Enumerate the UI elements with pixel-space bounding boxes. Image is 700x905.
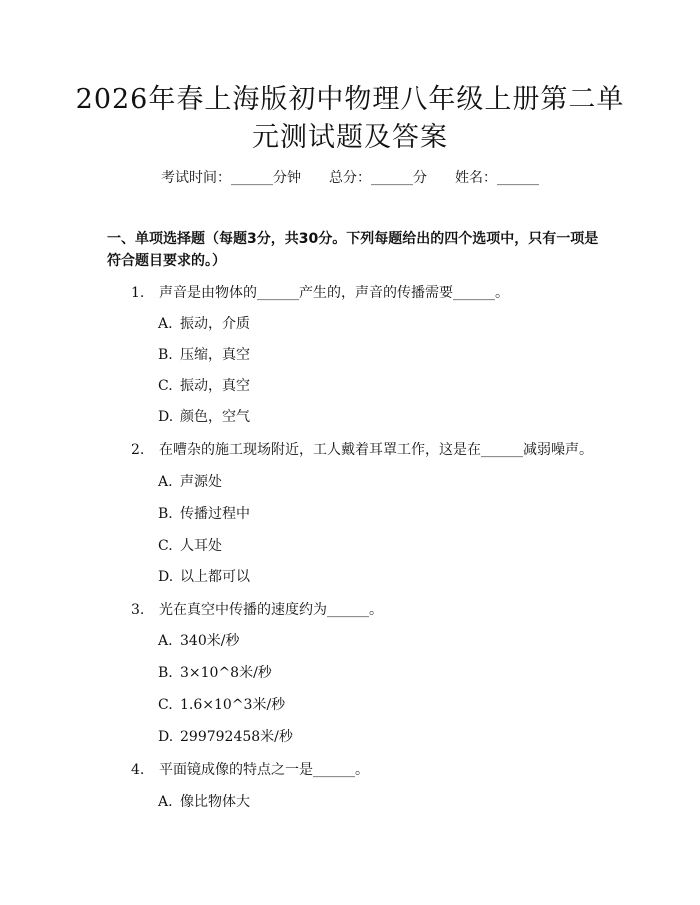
question-2 [131,440,593,460]
option-letter: A. [158,316,173,332]
option-item [158,314,250,334]
option-letter: B. [158,665,173,681]
option-letter: A. [158,633,173,649]
question-number: 3. [131,602,145,618]
option-item [158,376,250,396]
option-letter: C. [158,378,173,394]
option-text: 像比物体大 [180,794,250,810]
option-text: 3×10^8米/秒 [180,665,272,681]
option-letter: D. [158,569,174,585]
option-text: 传播过程中 [180,506,250,522]
option-item [158,472,222,492]
question-3 [131,600,383,620]
option-letter: D. [158,729,174,745]
question-text: 在嘈杂的施工现场附近，工人戴着耳罩工作，这是在______减弱噪声。 [159,442,593,458]
exam-meta [0,168,700,188]
question-number: 1. [131,285,145,301]
option-letter: C. [158,538,173,554]
option-text: 声源处 [180,474,222,490]
question-text: 平面镜成像的特点之一是______。 [159,762,369,778]
section-heading: 一、单项选择题（每题3分，共30分。下列每题给出的四个选项中，只有一项是符合题目要求的。） [107,231,599,269]
question-1 [131,283,509,303]
option-item [158,407,250,427]
option-item [158,727,293,747]
option-letter: D. [158,409,174,425]
option-letter: B. [158,506,173,522]
option-item [158,695,285,715]
question-text: 光在真空中传播的速度约为______。 [159,602,383,618]
option-item [158,536,222,556]
exam-time-field: 考试时间：______分钟 [161,170,301,186]
option-item [158,345,250,365]
question-4 [131,760,369,780]
option-item [158,504,250,524]
option-letter: A. [158,794,173,810]
option-text: 压缩，真空 [180,347,250,363]
option-letter: A. [158,474,173,490]
option-text: 1.6×10^3米/秒 [180,697,286,713]
option-text: 振动，真空 [180,378,250,394]
option-item [158,631,239,651]
option-item [158,792,250,812]
option-item [158,567,250,587]
question-number: 4. [131,762,145,778]
page-title-line-1: 2026年春上海版初中物理八年级上册第二单 [75,84,625,115]
option-text: 以上都可以 [180,569,250,585]
option-text: 人耳处 [180,538,222,554]
page-title-line-2: 元测试题及答案 [252,122,448,153]
option-text: 299792458米/秒 [180,729,293,745]
question-number: 2. [131,442,145,458]
option-text: 340米/秒 [180,633,240,649]
student-name-field: 姓名：______ [455,170,539,186]
option-text: 振动，介质 [180,316,250,332]
total-score-field: 总分：______分 [329,170,427,186]
option-letter: B. [158,347,173,363]
question-text: 声音是由物体的______产生的，声音的传播需要______。 [159,285,509,301]
option-item [158,663,272,683]
option-text: 颜色，空气 [180,409,250,425]
option-letter: C. [158,697,173,713]
